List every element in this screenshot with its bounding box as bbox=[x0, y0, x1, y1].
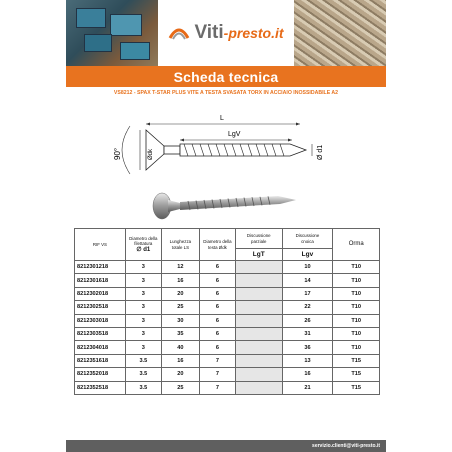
cell-d1: 3 bbox=[125, 327, 161, 340]
dim-LgV: LgV bbox=[228, 131, 241, 138]
cell-lgv: 13 bbox=[282, 354, 333, 367]
header-ls: Lunghezza totale LS bbox=[161, 229, 199, 261]
contact-email[interactable]: servizio.clienti@viti-presto.it bbox=[312, 443, 380, 449]
cell-orma: T10 bbox=[333, 261, 380, 274]
product-table bbox=[74, 228, 380, 395]
cell-lgv: 16 bbox=[282, 368, 333, 381]
cell-ref: 8212303018 bbox=[75, 314, 126, 327]
table-row bbox=[75, 314, 380, 327]
cell-orma: T10 bbox=[333, 314, 380, 327]
header-photo-left bbox=[66, 0, 158, 66]
table-row bbox=[75, 368, 380, 381]
cell-ls: 20 bbox=[161, 287, 199, 300]
cell-orma: T15 bbox=[333, 354, 380, 367]
cell-ref: 8212303518 bbox=[75, 327, 126, 340]
cell-ls: 20 bbox=[161, 368, 199, 381]
dim-L: L bbox=[220, 115, 224, 122]
cell-dk: 6 bbox=[199, 327, 235, 340]
cell-ls: 25 bbox=[161, 301, 199, 314]
cell-lgv: 36 bbox=[282, 341, 333, 354]
title-banner bbox=[66, 66, 386, 87]
header-lgt-sub: LgT bbox=[235, 249, 282, 261]
dim-d1: Ø d1 bbox=[317, 144, 324, 160]
header-photo-right bbox=[294, 0, 386, 66]
cell-lgt bbox=[235, 274, 282, 287]
cell-d1: 3.5 bbox=[125, 381, 161, 394]
cell-d1: 3 bbox=[125, 274, 161, 287]
cell-lgv: 22 bbox=[282, 301, 333, 314]
cell-dk: 7 bbox=[199, 354, 235, 367]
cell-lgv: 14 bbox=[282, 274, 333, 287]
cell-lgv: 26 bbox=[282, 314, 333, 327]
cell-d1: 3 bbox=[125, 301, 161, 314]
cell-d1: 3.5 bbox=[125, 354, 161, 367]
header-lgv-sub: Lgv bbox=[282, 249, 333, 261]
logo-text: Viti-presto.it bbox=[194, 22, 284, 43]
table-row bbox=[75, 301, 380, 314]
table-row bbox=[75, 261, 380, 274]
cell-lgv: 10 bbox=[282, 261, 333, 274]
dim-angle: 90° bbox=[113, 147, 122, 160]
cell-ls: 16 bbox=[161, 274, 199, 287]
cell-dk: 6 bbox=[199, 341, 235, 354]
cell-d1: 3 bbox=[125, 261, 161, 274]
header bbox=[66, 0, 386, 66]
header-ref: RIF VS bbox=[75, 229, 126, 261]
cell-ls: 35 bbox=[161, 327, 199, 340]
cell-d1: 3 bbox=[125, 341, 161, 354]
cell-ref: 8212304018 bbox=[75, 341, 126, 354]
cell-lgt bbox=[235, 368, 282, 381]
cell-lgv: 31 bbox=[282, 327, 333, 340]
cell-lgt bbox=[235, 354, 282, 367]
cell-lgt bbox=[235, 327, 282, 340]
cell-orma: T10 bbox=[333, 327, 380, 340]
cell-orma: T10 bbox=[333, 274, 380, 287]
cell-ls: 25 bbox=[161, 381, 199, 394]
table-row bbox=[75, 341, 380, 354]
cell-ref: 8212302518 bbox=[75, 301, 126, 314]
cell-ref: 8212301218 bbox=[75, 261, 126, 274]
header-d1: Diametro della filettatura ∅ d1 bbox=[125, 229, 161, 261]
header-lgt: Discussione parziale bbox=[235, 229, 282, 249]
cell-orma: T10 bbox=[333, 341, 380, 354]
cell-dk: 6 bbox=[199, 274, 235, 287]
cell-dk: 7 bbox=[199, 381, 235, 394]
product-subtitle: VS8212 - SPAX T-STAR PLUS VITE A TESTA SVASATA TORX IN ACCIAIO INOSSIDABILE A2 bbox=[113, 90, 339, 96]
table-row bbox=[75, 274, 380, 287]
dim-dk: Ødk bbox=[148, 148, 154, 160]
cell-lgv: 21 bbox=[282, 381, 333, 394]
cell-ls: 16 bbox=[161, 354, 199, 367]
logo-arc-icon bbox=[168, 22, 190, 44]
cell-lgt bbox=[235, 381, 282, 394]
screw-photo bbox=[150, 184, 300, 222]
cell-lgt bbox=[235, 287, 282, 300]
cell-ref: 8212302018 bbox=[75, 287, 126, 300]
header-orma: Orma bbox=[333, 229, 380, 261]
cell-orma: T15 bbox=[333, 368, 380, 381]
cell-d1: 3 bbox=[125, 314, 161, 327]
header-dk: Diametro della testa Ødk bbox=[199, 229, 235, 261]
table-row bbox=[75, 354, 380, 367]
cell-orma: T15 bbox=[333, 381, 380, 394]
cell-lgt bbox=[235, 341, 282, 354]
cell-dk: 6 bbox=[199, 301, 235, 314]
cell-d1: 3 bbox=[125, 287, 161, 300]
footer bbox=[66, 440, 386, 452]
cell-lgt bbox=[235, 301, 282, 314]
cell-ref: 8212301618 bbox=[75, 274, 126, 287]
cell-dk: 6 bbox=[199, 314, 235, 327]
cell-ls: 40 bbox=[161, 341, 199, 354]
cell-ls: 12 bbox=[161, 261, 199, 274]
page-title: Scheda tecnica bbox=[173, 68, 279, 85]
cell-lgv: 17 bbox=[282, 287, 333, 300]
cell-ref: 8212351618 bbox=[75, 354, 126, 367]
header-lgv: Discussione cnoica bbox=[282, 229, 333, 249]
cell-orma: T10 bbox=[333, 301, 380, 314]
logo[interactable] bbox=[158, 0, 294, 66]
table-row bbox=[75, 381, 380, 394]
cell-dk: 6 bbox=[199, 261, 235, 274]
cell-dk: 6 bbox=[199, 287, 235, 300]
table-row bbox=[75, 287, 380, 300]
cell-dk: 7 bbox=[199, 368, 235, 381]
table-row bbox=[75, 327, 380, 340]
cell-d1: 3.5 bbox=[125, 368, 161, 381]
cell-ref: 8212352518 bbox=[75, 381, 126, 394]
cell-lgt bbox=[235, 261, 282, 274]
cell-lgt bbox=[235, 314, 282, 327]
cell-orma: T10 bbox=[333, 287, 380, 300]
cell-ls: 30 bbox=[161, 314, 199, 327]
cell-ref: 8212352018 bbox=[75, 368, 126, 381]
